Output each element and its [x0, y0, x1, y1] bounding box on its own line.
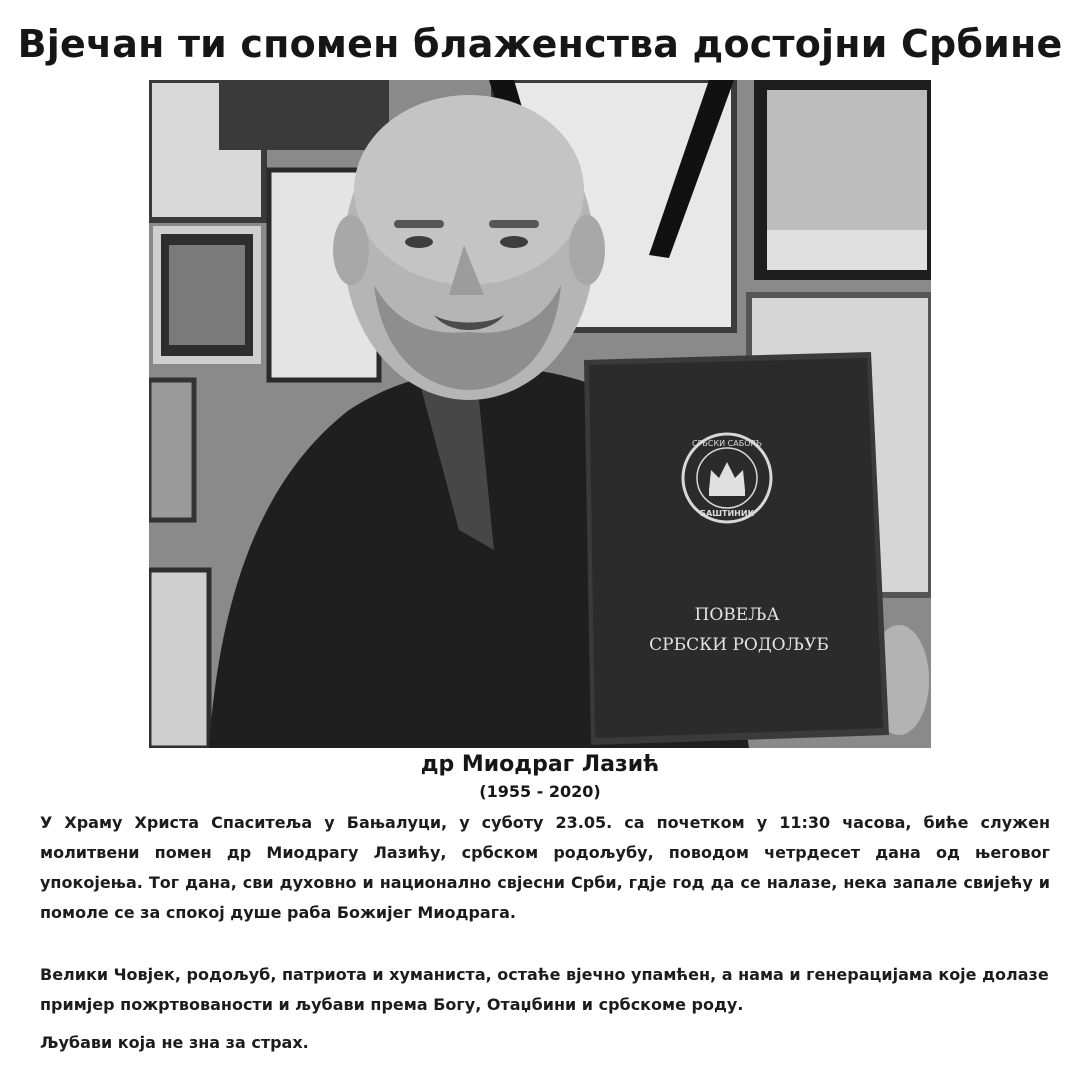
announcement-paragraph: У Храму Христа Спаситеља у Бањалуци, у суботу 23.05. са почетком у 11:30 часова, биће служен молитвени помен др Миодрагу Лазићу, србском родољубу, поводом четрдесет дана од његовог упокојења. Тог дана, сви духовно и национално свјесни Срби, гдје год да се налазе, нека запале свијећу и помоле се за спокој душе раба Божијег Миодрага.: [40, 813, 1050, 922]
closing-line: Љубави која не зна за страх.: [40, 1033, 309, 1052]
book-title-line1: ПОВЕЉА: [694, 605, 780, 625]
book-title-line2: СРБСКИ РОДОЉУБ: [649, 635, 829, 655]
emblem-top-text: СРБСКИ САБОРЪ: [691, 439, 763, 448]
life-years: (1955 - 2020): [479, 782, 601, 801]
tribute-paragraph: Велики Човјек, родољуб, патриота и хуманиста, остаће вјечно упамћен, а нама и генерацијама које долазе примјер пожртвованости и љубави према Богу, Отаџбини и србскоме роду.: [40, 965, 1049, 1014]
emblem-bottom-text: БАШТИНИК: [699, 509, 755, 518]
memorial-photo: [149, 80, 931, 748]
memorial-title: Вјечан ти спомен блаженства достојни Србине: [17, 22, 1063, 66]
deceased-name: др Миодраг Лазић: [420, 752, 660, 777]
